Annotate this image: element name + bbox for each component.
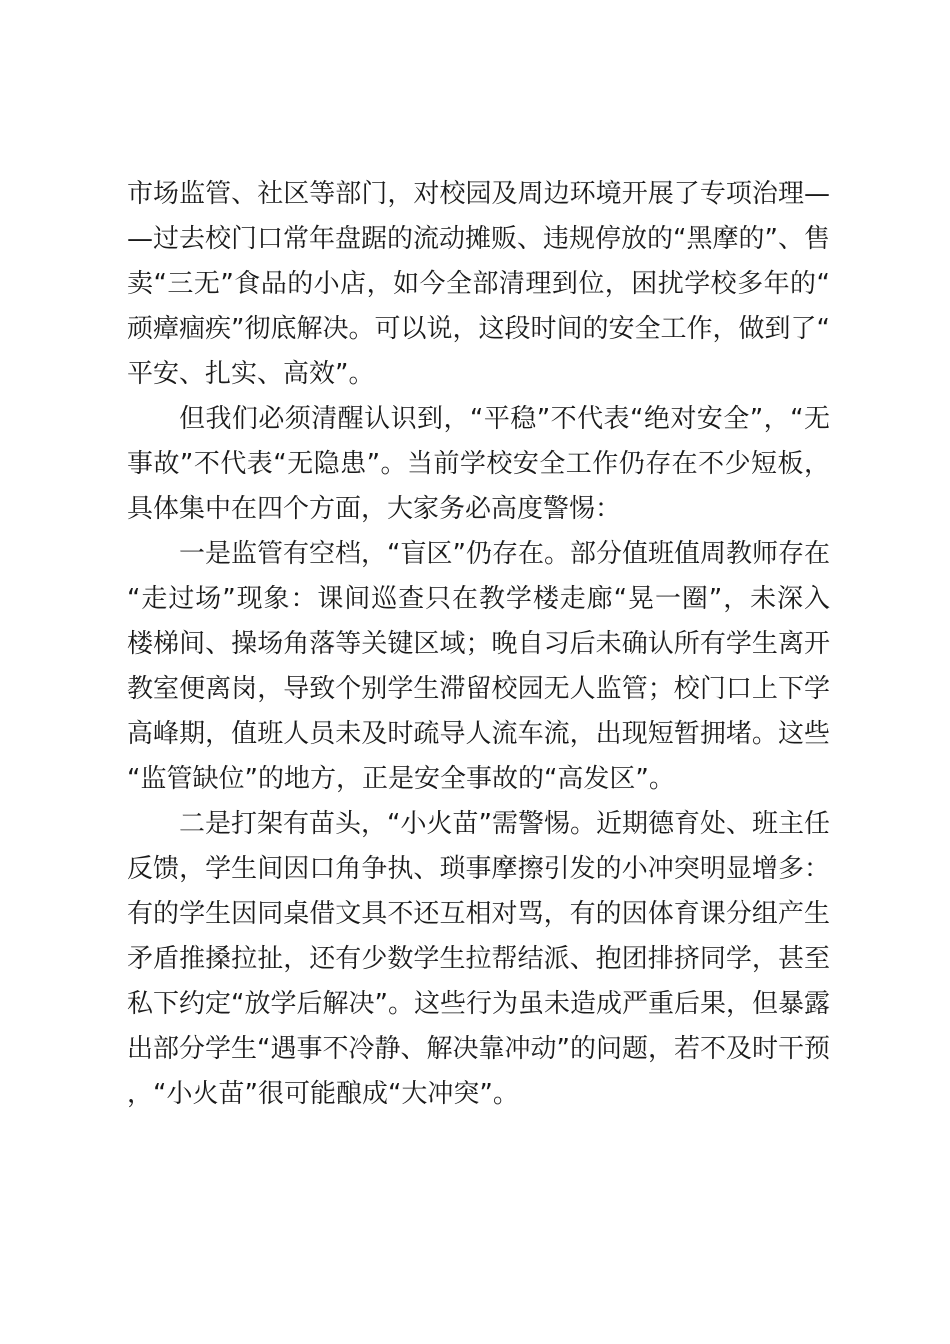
document-body (127, 172, 830, 1117)
paragraph-1: 市场监管、社区等部门，对校园及周边环境开展了专项治理——过去校门口常年盘踞的流动摊贩、违规停放的“黑摩的”、售卖“三无”食品的小店，如今全部清理到位，困扰学校多年的“顽瘴痼疾”彻底解决。可以说，这段时间的安全工作，做到了“平安、扎实、高效”。 (127, 179, 830, 389)
paragraph-4: 二是打架有苗头，“小火苗”需警惕。近期德育处、班主任反馈，学生间因口角争执、琐事摩擦引发的小冲突明显增多：有的学生因同桌借文具不还互相对骂，有的因体育课分组产生矛盾推搡拉扯，还有少数学生拉帮结派、抱团排挤同学，甚至私下约定“放学后解决”。这些行为虽未造成严重后果，但暴露出部分学生“遇事不冷静、解决靠冲动”的问题，若不及时干预，“小火苗”很可能酿成“大冲突”。 (127, 809, 830, 1109)
paragraph-2: 但我们必须清醒认识到，“平稳”不代表“绝对安全”，“无事故”不代表“无隐患”。当前学校安全工作仍存在不少短板，具体集中在四个方面，大家务必高度警惕： (127, 404, 830, 524)
paragraph-3: 一是监管有空档，“盲区”仍存在。部分值班值周教师存在“走过场”现象：课间巡查只在教学楼走廊“晃一圈”，未深入楼梯间、操场角落等关键区域；晚自习后未确认所有学生离开教室便离岗，导致个别学生滞留校园无人监管；校门口上下学高峰期，值班人员未及时疏导人流车流，出现短暂拥堵。这些“监管缺位”的地方，正是安全事故的“高发区”。 (127, 539, 830, 794)
